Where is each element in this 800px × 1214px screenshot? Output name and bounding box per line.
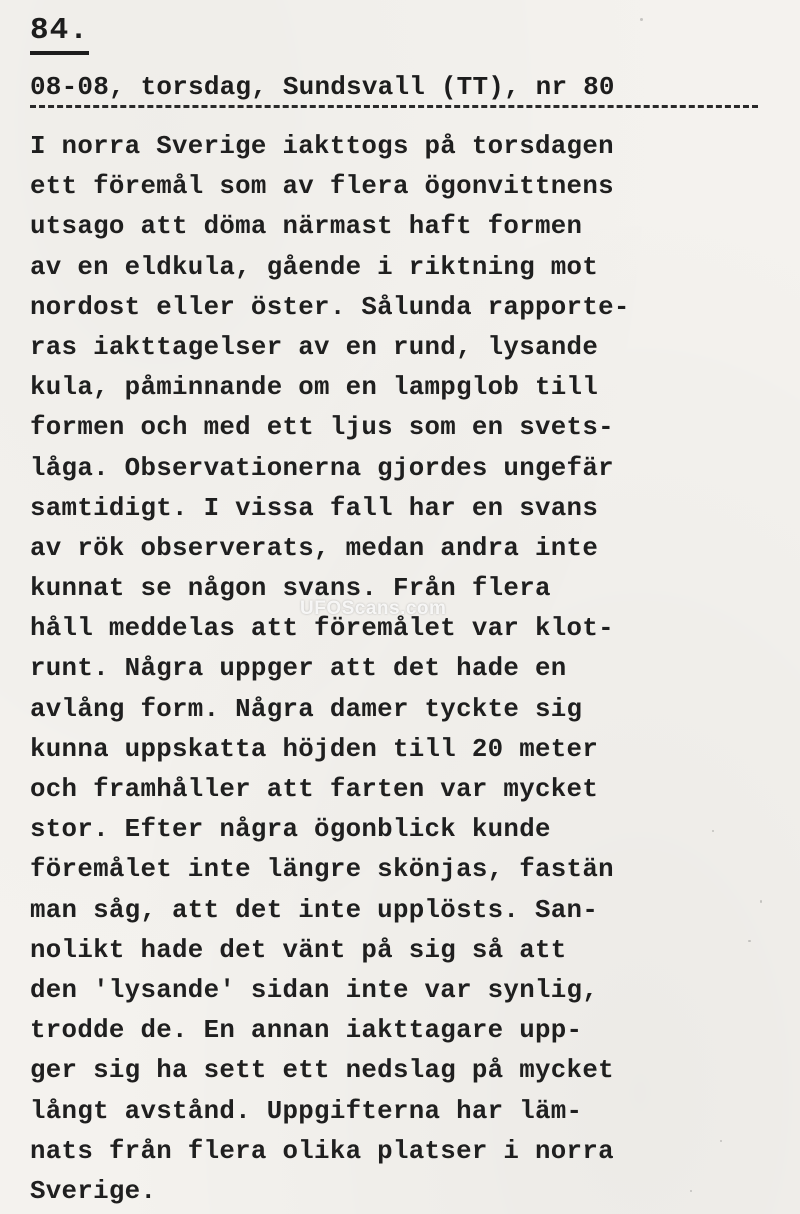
body-line: formen och med ett ljus som en svets- [30,413,614,443]
scan-speck [640,18,643,21]
body-line: Sverige. [30,1176,157,1206]
scan-speck [748,940,751,942]
body-line: man såg, att det inte upplösts. San- [30,895,599,925]
body-line: långt avstånd. Uppgifterna har läm- [30,1096,583,1126]
body-line: samtidigt. I vissa fall har en svans [30,493,599,523]
body-line: den 'lysande' sidan inte var synlig, [30,975,599,1005]
body-line: kula, påminnande om en lampglob till [30,373,599,403]
header-underline [30,105,758,108]
body-line: ger sig ha sett ett nedslag på mycket [30,1056,614,1086]
body-line: håll meddelas att föremålet var klot- [30,614,614,644]
watermark: UFOScans.com [300,598,447,619]
scan-speck [712,830,714,832]
scan-speck [760,900,762,903]
scan-speck [720,1140,722,1142]
scan-speck [690,1190,692,1192]
body-line: I norra Sverige iakttogs på torsdagen [30,132,614,161]
body-line: runt. Några uppger att det hade en [30,654,567,684]
body-line: kunna uppskatta höjden till 20 meter [30,734,599,764]
body-line: trodde de. En annan iakttagare upp- [30,1016,583,1046]
page-number: 84. [30,12,89,55]
body-line: avlång form. Några damer tyckte sig [30,694,583,724]
body-line: kunnat se någon svans. Från flera [30,574,551,604]
body-line: utsago att döma närmast haft formen [30,212,583,242]
body-line: föremålet inte längre skönjas, fastän [30,855,614,885]
article-header: 08-08, torsdag, Sundsvall (TT), nr 80 [30,72,615,102]
body-line: nats från flera olika platser i norra [30,1136,614,1166]
body-line: av en eldkula, gående i riktning mot [30,252,599,282]
body-line: nolikt hade det vänt på sig så att [30,935,567,965]
body-line: låga. Observationerna gjordes ungefär [30,453,614,483]
body-line: och framhåller att farten var mycket [30,775,599,804]
body-line: av rök observerats, medan andra inte [30,533,599,563]
article-body [30,127,770,1212]
body-line: ett föremål som av flera ögonvittnens [30,172,614,202]
body-line: ras iakttagelser av en rund, lysande [30,332,599,362]
body-line: nordost eller öster. Sålunda rapporte- [30,292,630,322]
body-line: stor. Efter några ögonblick kunde [30,815,551,845]
